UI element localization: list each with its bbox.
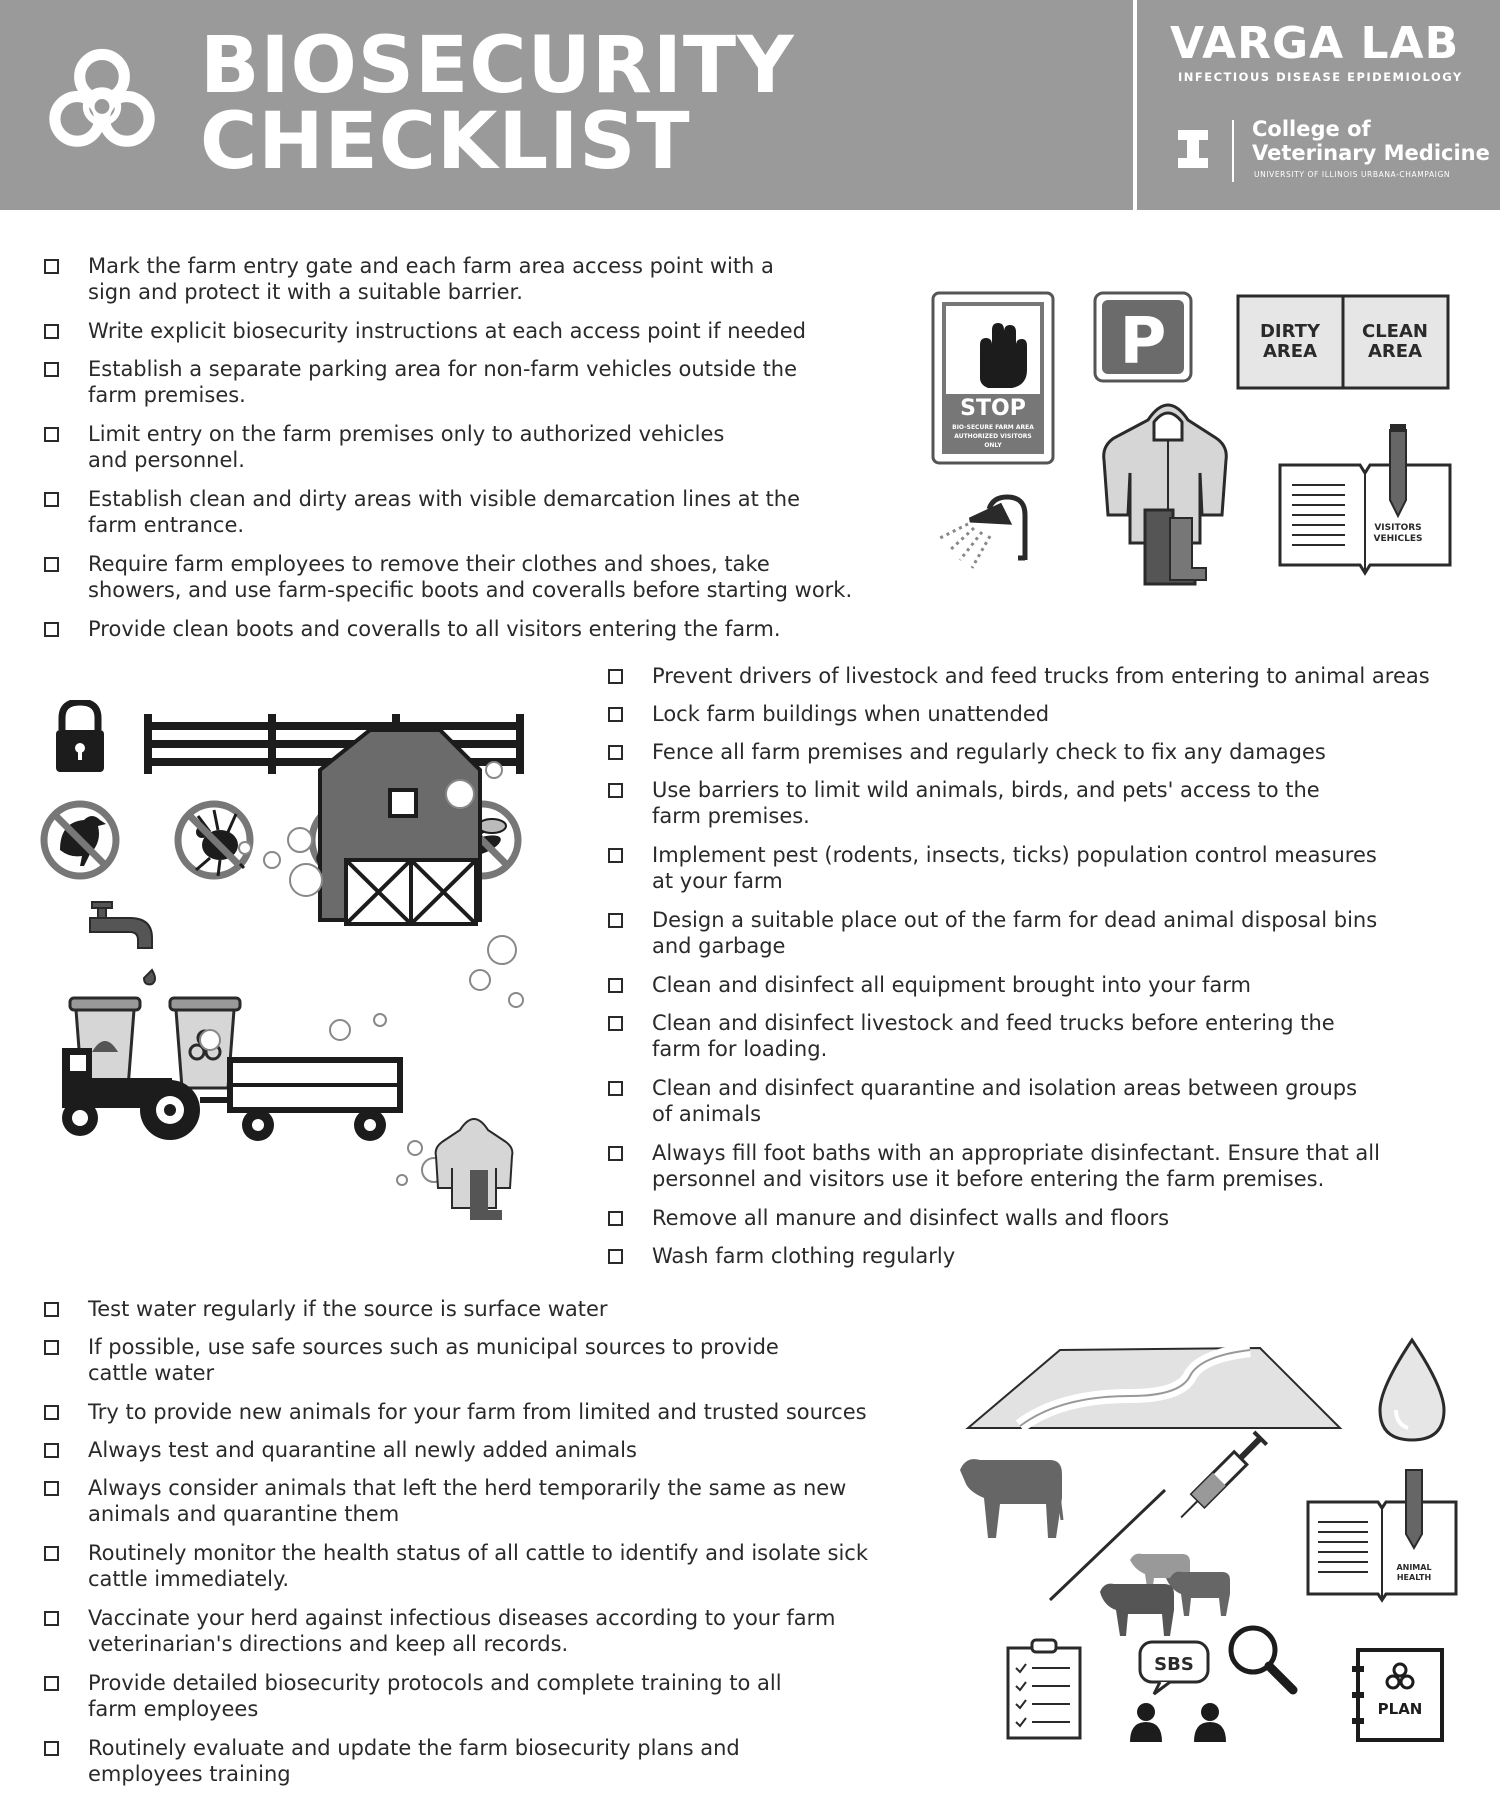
entry-illustrations	[930, 290, 1460, 610]
item-line-2: farm premises.	[88, 383, 246, 407]
checkbox[interactable]	[608, 707, 623, 722]
magnifier-icon	[1231, 1628, 1293, 1690]
item-line-2: cattle water	[88, 1361, 215, 1385]
item-line-1: Limit entry on the farm premises only to authorized vehicles	[88, 422, 725, 446]
no-ticks-icon	[178, 804, 250, 876]
checkbox[interactable]	[44, 622, 59, 637]
cattle-herd-icon	[1100, 1554, 1230, 1636]
page-title	[200, 21, 795, 187]
checkbox[interactable]	[608, 1016, 623, 1031]
item-line-1: Clean and disinfect quarantine and isolation areas between groups	[652, 1076, 1358, 1100]
syringe-icon	[1175, 1432, 1267, 1524]
animal-health-log-icon	[1308, 1470, 1456, 1600]
item-line-1: Routinely evaluate and update the farm biosecurity plans and	[88, 1736, 740, 1760]
logbook-label-2: VEHICLES	[1373, 534, 1423, 544]
checkbox[interactable]	[44, 1676, 59, 1691]
item-line-1: Clean and disinfect all equipment brought into your farm	[652, 973, 1251, 997]
item-line-1: Routinely monitor the health status of all cattle to identify and isolate sick	[88, 1541, 868, 1565]
checkbox[interactable]	[44, 1405, 59, 1420]
item-line-2: veterinarian's directions and keep all records.	[88, 1632, 569, 1656]
dirty-clean-area-sign-icon	[1238, 296, 1448, 388]
item-line-1: Prevent drivers of livestock and feed trucks from entering to animal areas	[652, 664, 1430, 688]
faucet-icon	[90, 902, 155, 984]
stop-sign-line-3: ONLY	[984, 442, 1002, 449]
item-line-2: sign and protect it with a suitable barrier.	[88, 280, 523, 304]
dirty-label-1: DIRTY	[1259, 321, 1321, 342]
checkbox[interactable]	[44, 324, 59, 339]
checkbox[interactable]	[44, 1611, 59, 1626]
water-drop-icon	[1380, 1340, 1444, 1440]
dirty-label-2: AREA	[1262, 341, 1318, 362]
item-line-1: Lock farm buildings when unattended	[652, 702, 1050, 726]
item-line-1: Provide clean boots and coveralls to all visitors entering the farm.	[88, 617, 781, 641]
item-line-2: personnel and visitors use it before entering the farm premises.	[652, 1167, 1325, 1191]
college-line-1: College of	[1252, 117, 1371, 141]
checkbox[interactable]	[44, 362, 59, 377]
item-line-1: Establish a separate parking area for non-farm vehicles outside the	[88, 357, 798, 381]
item-line-1: If possible, use safe sources such as municipal sources to provide	[88, 1335, 779, 1359]
cow-icon	[960, 1459, 1062, 1538]
biohazard-icon	[38, 42, 166, 166]
item-line-1: Always consider animals that left the herd temporarily the same as new	[88, 1476, 847, 1500]
checkbox[interactable]	[608, 669, 623, 684]
padlock-icon	[56, 702, 104, 772]
premises-illustrations	[40, 700, 560, 1220]
item-line-1: Establish clean and dirty areas with visible demarcation lines at the	[88, 487, 801, 511]
checkbox[interactable]	[608, 848, 623, 863]
university-name: UNIVERSITY OF ILLINOIS URBANA-CHAMPAIGN	[1254, 170, 1451, 179]
coverall-boots-icon	[1104, 405, 1227, 584]
checkbox[interactable]	[608, 913, 623, 928]
item-line-1: Clean and disinfect livestock and feed trucks before entering the	[652, 1011, 1335, 1035]
plan-text: PLAN	[1377, 1700, 1423, 1718]
item-line-2: and personnel.	[88, 448, 245, 472]
checkbox[interactable]	[44, 1741, 59, 1756]
university-logo-icon	[1176, 128, 1210, 170]
item-line-2: farm for loading.	[652, 1037, 828, 1061]
item-line-2: farm entrance.	[88, 513, 245, 537]
item-line-2: cattle immediately.	[88, 1567, 290, 1591]
title-line-2: CHECKLIST	[200, 97, 691, 187]
checkbox[interactable]	[608, 978, 623, 993]
stop-sign-line-2: AUTHORIZED VISITORS	[954, 433, 1032, 440]
item-line-2: and garbage	[652, 934, 786, 958]
item-line-2: showers, and use farm-specific boots and coveralls before starting work.	[88, 578, 853, 602]
plan-binder-icon	[1352, 1650, 1442, 1740]
item-line-1: Test water regularly if the source is surface water	[88, 1297, 608, 1321]
checkbox[interactable]	[608, 745, 623, 760]
checkbox[interactable]	[44, 1443, 59, 1458]
item-line-1: Mark the farm entry gate and each farm area access point with a	[88, 254, 774, 278]
sbs-text: SBS	[1154, 1654, 1194, 1675]
checkbox[interactable]	[44, 1481, 59, 1496]
stop-sign-line-1: BIO-SECURE FARM AREA	[952, 424, 1034, 431]
item-line-1: Provide detailed biosecurity protocols and complete training to all	[88, 1671, 782, 1695]
clean-label-1: CLEAN	[1362, 321, 1428, 342]
parking-sign-icon	[1095, 293, 1191, 381]
college-line-2: Veterinary Medicine	[1252, 141, 1490, 165]
checkbox[interactable]	[44, 259, 59, 274]
checkbox[interactable]	[44, 427, 59, 442]
checkbox[interactable]	[44, 1340, 59, 1355]
herd-illustrations	[960, 1330, 1460, 1750]
item-line-2: at your farm	[652, 869, 783, 893]
item-line-1: Remove all manure and disinfect walls and floors	[652, 1206, 1170, 1230]
stop-sign-icon	[933, 293, 1053, 463]
item-line-1: Always test and quarantine all newly added animals	[88, 1438, 637, 1462]
item-line-2: of animals	[652, 1102, 762, 1126]
item-line-2: farm premises.	[652, 804, 810, 828]
shower-icon	[940, 497, 1025, 568]
lab-subtitle: INFECTIOUS DISEASE EPIDEMIOLOGY	[1178, 70, 1463, 84]
lab-name: VARGA LAB	[1170, 18, 1460, 69]
item-line-1: Implement pest (rodents, insects, ticks) population control measures	[652, 843, 1377, 867]
clipboard-checklist-icon	[1008, 1640, 1080, 1738]
title-line-1: BIOSECURITY	[200, 21, 795, 111]
header-banner	[0, 0, 1500, 210]
item-line-1: Always fill foot baths with an appropriate disinfectant. Ensure that all	[652, 1141, 1380, 1165]
checkbox[interactable]	[608, 1081, 623, 1096]
checkbox[interactable]	[44, 557, 59, 572]
health-log-label-1: ANIMAL	[1396, 1563, 1432, 1572]
sbs-discussion-icon	[1130, 1642, 1226, 1742]
parking-letter: P	[1119, 305, 1167, 379]
item-line-1: Fence all farm premises and regularly check to fix any damages	[652, 740, 1326, 764]
item-line-1: Vaccinate your herd against infectious diseases according to your farm	[88, 1606, 836, 1630]
item-line-1: Try to provide new animals for your farm from limited and trusted sources	[88, 1400, 867, 1424]
checkbox[interactable]	[44, 492, 59, 507]
clean-label-2: AREA	[1367, 341, 1423, 362]
item-line-1: Require farm employees to remove their clothes and shoes, take	[88, 552, 770, 576]
river-map-icon	[968, 1348, 1340, 1428]
logbook-label-1: VISITORS	[1374, 523, 1422, 533]
logo-rule	[1232, 120, 1234, 182]
barn-icon	[320, 730, 480, 924]
item-line-1: Wash farm clothing regularly	[652, 1244, 956, 1268]
no-birds-icon	[44, 804, 116, 876]
checkbox[interactable]	[608, 783, 623, 798]
item-line-1: Write explicit biosecurity instructions at each access point if needed	[88, 319, 806, 343]
checkbox[interactable]	[44, 1302, 59, 1317]
health-log-label-2: HEALTH	[1396, 1573, 1432, 1582]
college-name	[1252, 117, 1490, 165]
checkbox[interactable]	[608, 1249, 623, 1264]
coverall-small-icon	[436, 1119, 513, 1220]
item-line-2: animals and quarantine them	[88, 1502, 400, 1526]
stop-text: STOP	[960, 396, 1026, 421]
checkbox[interactable]	[608, 1211, 623, 1226]
item-line-2: farm employees	[88, 1697, 259, 1721]
checkbox[interactable]	[608, 1146, 623, 1161]
item-line-1: Use barriers to limit wild animals, birds, and pets' access to the	[652, 778, 1320, 802]
item-line-1: Design a suitable place out of the farm for dead animal disposal bins	[652, 908, 1378, 932]
checkbox[interactable]	[44, 1546, 59, 1561]
item-line-2: employees training	[88, 1762, 291, 1786]
header-divider	[1133, 0, 1137, 210]
visitors-logbook-icon	[1280, 424, 1450, 573]
